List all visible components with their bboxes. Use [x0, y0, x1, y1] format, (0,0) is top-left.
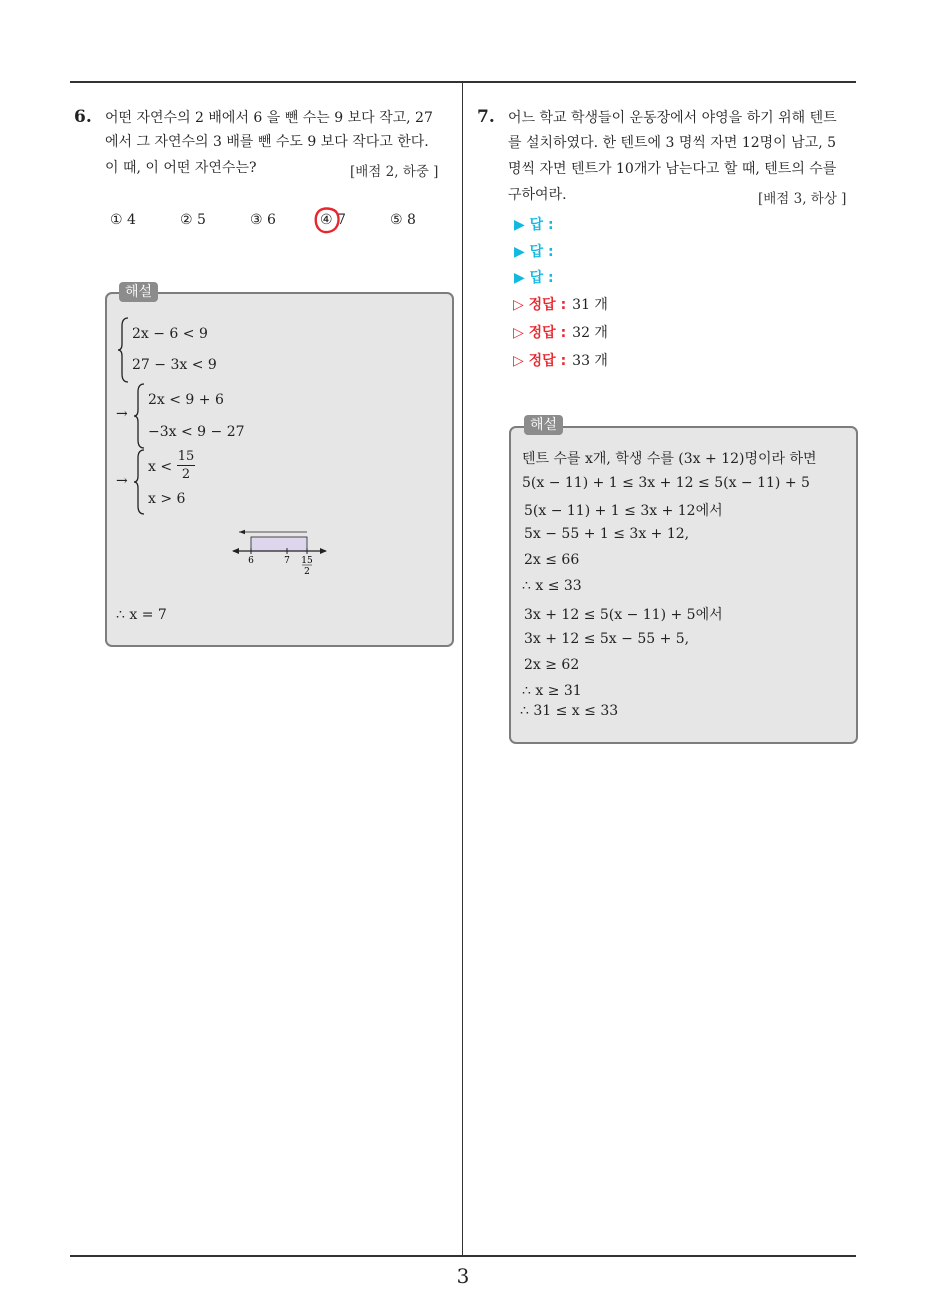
correct-answer-3 [513, 350, 608, 370]
choice-2[interactable]: ② 5 [180, 212, 206, 228]
tick-label-6: 6 [248, 556, 254, 566]
question-6-conclusion: ∴ x = 7 [116, 607, 167, 623]
question-6-line-1: 어떤 자연수의 2 배에서 6 을 뺀 수는 9 보다 작고, 27 [105, 110, 433, 126]
correct-value: 33 개 [572, 353, 608, 369]
sys2-eq2: −3x < 9 − 27 [148, 424, 245, 440]
question-6-line-3: 이 때, 이 어떤 자연수는? [105, 160, 257, 176]
sys1-eq1: 2x − 6 < 9 [132, 326, 208, 342]
question-6-choices [110, 212, 440, 234]
answer-prompt-3[interactable]: ▶ 답 : [514, 270, 554, 286]
question-7-line-1: 어느 학교 학생들이 운동장에서 야영을 하기 위해 텐트 [508, 110, 837, 126]
brace-3 [132, 448, 146, 516]
q7-solution-line-6: ∴ x ≤ 33 [522, 578, 582, 594]
tick-label-15: 15 [301, 556, 313, 566]
q7-solution-line-10: ∴ x ≥ 31 [522, 683, 582, 699]
q7-solution-line-3: 5(x − 11) + 1 ≤ 3x + 12에서 [524, 503, 723, 519]
page-number: 3 [456, 1264, 470, 1288]
q7-solution-line-7: 3x + 12 ≤ 5(x − 11) + 5에서 [524, 607, 723, 623]
brace-2 [132, 382, 146, 450]
correct-value: 32 개 [572, 325, 608, 341]
fraction-15-over-2 [177, 449, 195, 482]
question-6-score: [배점 2, 하중 ] [350, 164, 439, 180]
question-7-number: 7. [477, 107, 495, 127]
top-rule [70, 81, 856, 83]
q7-solution-line-9: 2x ≥ 62 [524, 657, 580, 673]
question-6-solution-tag: 해설 [119, 282, 158, 302]
tick-label-2: 2 [304, 567, 310, 577]
selected-answer-circle-mark [312, 205, 342, 235]
q7-solution-line-8: 3x + 12 ≤ 5x − 55 + 5, [524, 631, 690, 647]
q7-solution-line-1: 텐트 수를 x개, 학생 수를 (3x + 12)명이라 하면 [522, 451, 817, 467]
bottom-rule [70, 1255, 856, 1257]
correct-value: 31 개 [572, 297, 608, 313]
sys1-eq2: 27 − 3x < 9 [132, 357, 217, 373]
sys3-eq2: x > 6 [148, 491, 186, 507]
sys2-eq1: 2x < 9 + 6 [148, 392, 224, 408]
choice-5[interactable]: ⑤ 8 [390, 212, 416, 228]
correct-label: ▷ 정답 : [513, 297, 567, 313]
answer-prompt-2[interactable]: ▶ 답 : [514, 244, 554, 260]
question-7-line-3: 명씩 자면 텐트가 10개가 남는다고 할 때, 텐트의 수를 [508, 161, 837, 177]
q7-solution-line-11: ∴ 31 ≤ x ≤ 33 [520, 703, 619, 719]
q7-solution-line-5: 2x ≤ 66 [524, 552, 580, 568]
correct-label: ▷ 정답 : [513, 353, 567, 369]
question-7-score: [배점 3, 하상 ] [758, 191, 847, 207]
question-7-solution-tag: 해설 [524, 415, 563, 435]
correct-label: ▷ 정답 : [513, 325, 567, 341]
number-line [230, 528, 330, 582]
choice-4[interactable]: ④ 7 [320, 212, 346, 228]
column-divider [462, 82, 463, 1257]
correct-answer-1 [513, 294, 608, 314]
solution-interval-region [251, 537, 307, 551]
question-7-line-2: 를 설치하였다. 한 텐트에 3 명씩 자면 12명이 남고, 5 [508, 135, 837, 151]
answer-prompt-1[interactable]: ▶ 답 : [514, 217, 554, 233]
q7-solution-line-4: 5x − 55 + 1 ≤ 3x + 12, [524, 526, 690, 542]
question-7-line-4: 구하여라. [508, 187, 567, 203]
fraction-denominator: 2 [181, 467, 191, 482]
choice-1[interactable]: ① 4 [110, 212, 136, 228]
correct-answer-2 [513, 322, 608, 342]
q7-solution-line-2: 5(x − 11) + 1 ≤ 3x + 12 ≤ 5(x − 11) + 5 [522, 475, 810, 491]
arrow-1: → [116, 406, 128, 422]
question-6-number: 6. [74, 107, 92, 127]
choice-3[interactable]: ③ 6 [250, 212, 276, 228]
tick-label-7: 7 [284, 556, 290, 566]
arrow-2: → [116, 473, 128, 489]
sys3-eq1-prefix: x < [148, 459, 173, 475]
question-6-line-2: 에서 그 자연수의 3 배를 뺀 수도 9 보다 작다고 한다. [105, 134, 429, 150]
brace-1 [116, 316, 130, 384]
fraction-bar [177, 465, 195, 466]
fraction-numerator: 15 [177, 449, 195, 464]
